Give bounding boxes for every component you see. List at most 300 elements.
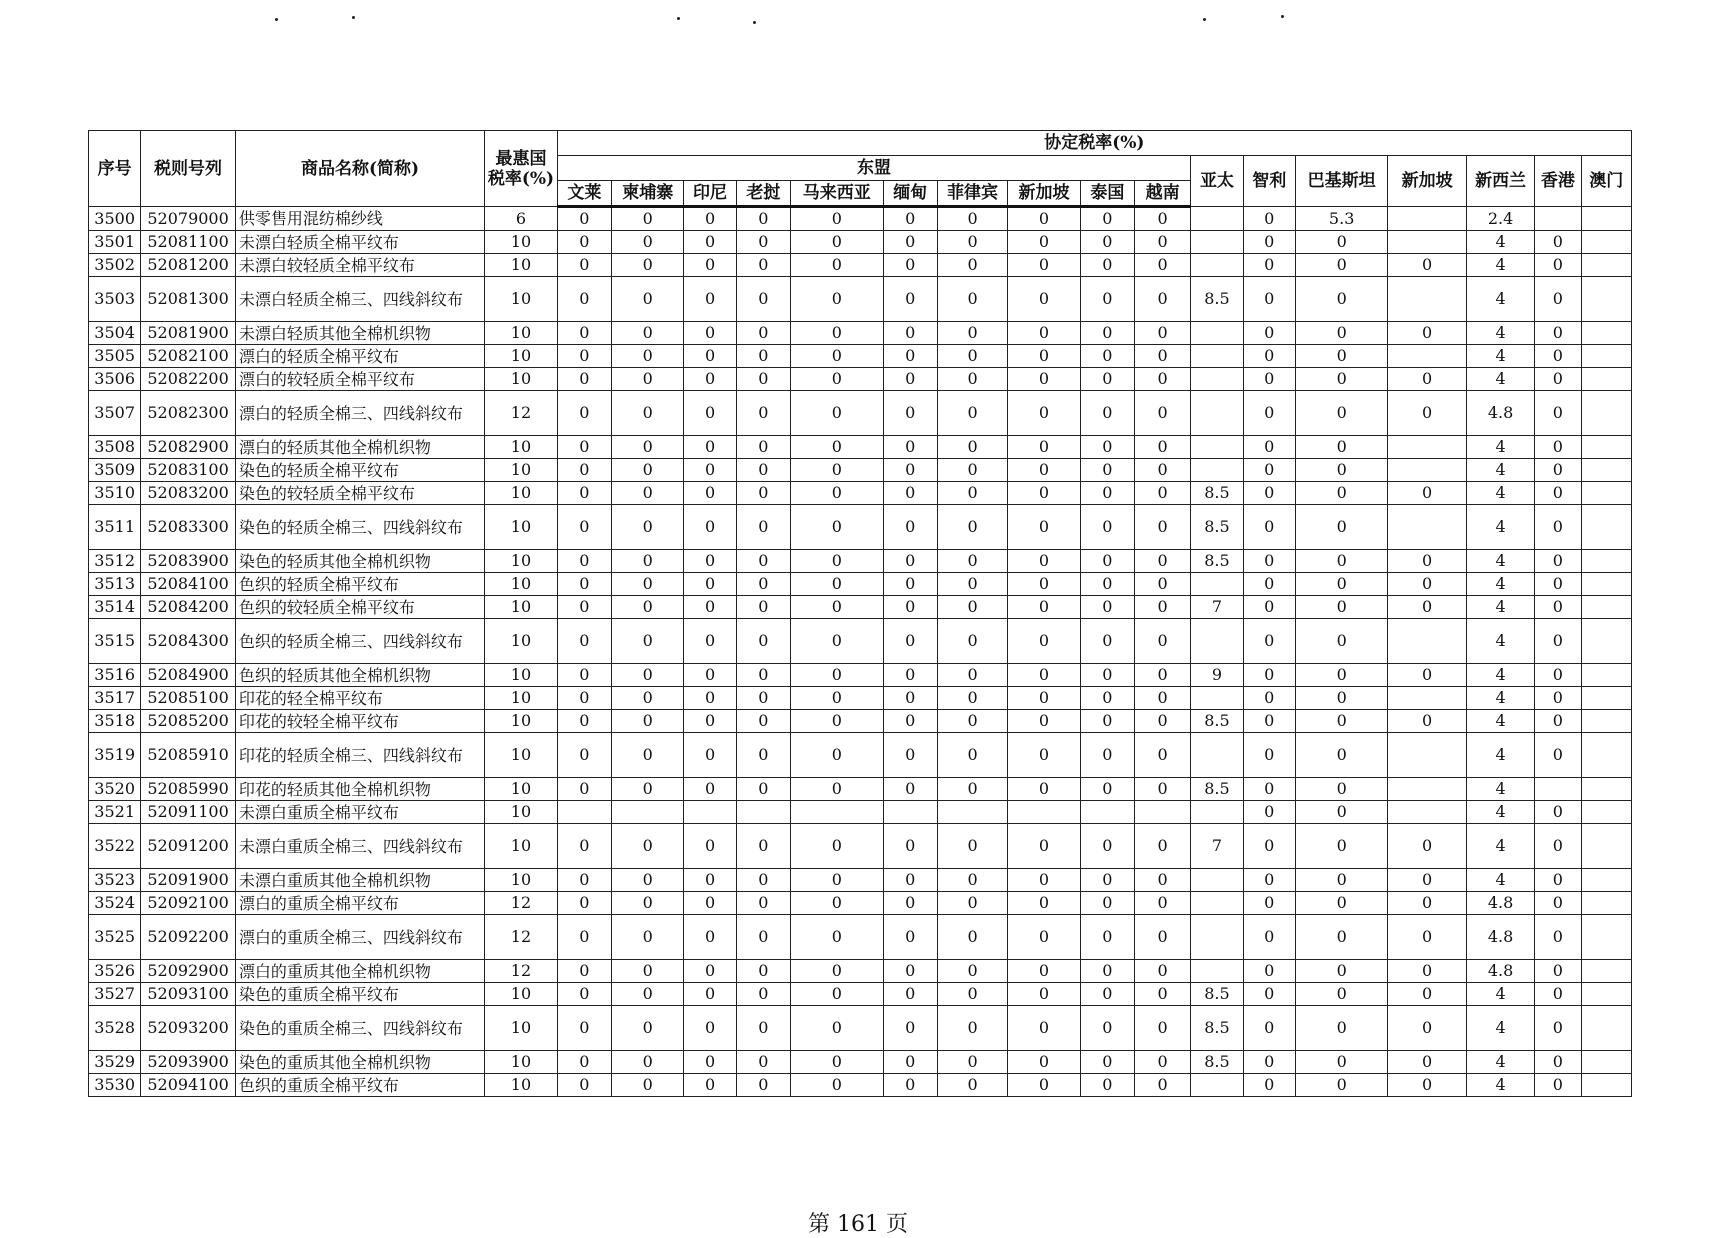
row-partner-rate: 8.5: [1191, 710, 1243, 733]
tariff-table: [88, 130, 1632, 1097]
row-asean-rate: 0: [1080, 322, 1134, 345]
row-partner-rate: 0: [1535, 254, 1581, 277]
row-partner-rate: [1581, 322, 1631, 345]
row-partner-rate: 8.5: [1191, 550, 1243, 573]
row-mfn-rate: 10: [485, 824, 557, 869]
row-partner-rate: 0: [1243, 505, 1295, 550]
table-row: [89, 596, 1632, 619]
header-seq: 序号: [89, 131, 141, 207]
row-partner-rate: 0: [1295, 687, 1388, 710]
row-mfn-rate: 10: [485, 436, 557, 459]
row-asean-rate: 0: [1134, 869, 1190, 892]
row-partner-rate: [1581, 459, 1631, 482]
row-asean-rate: 0: [612, 254, 684, 277]
row-asean-rate: 0: [1080, 436, 1134, 459]
row-partner-rate: 0: [1243, 436, 1295, 459]
row-partner-rate: 0: [1388, 1074, 1466, 1097]
row-tariff-code: 52093100: [141, 983, 236, 1006]
row-partner-rate: 0: [1243, 710, 1295, 733]
row-tariff-code: 52085100: [141, 687, 236, 710]
header-asean-member: 缅甸: [883, 181, 937, 207]
row-tariff-code: 52081200: [141, 254, 236, 277]
row-asean-rate: 0: [937, 892, 1007, 915]
row-seq: 3508: [89, 436, 141, 459]
row-partner-rate: 0: [1295, 368, 1388, 391]
row-partner-rate: 9: [1191, 664, 1243, 687]
row-partner-rate: 0: [1388, 550, 1466, 573]
row-asean-rate: 0: [1008, 368, 1080, 391]
row-partner-rate: 0: [1535, 322, 1581, 345]
row-partner-rate: [1388, 778, 1466, 801]
row-partner-rate: [1191, 801, 1243, 824]
row-partner-rate: [1191, 254, 1243, 277]
row-asean-rate: 0: [684, 1074, 736, 1097]
row-partner-rate: 0: [1388, 1006, 1466, 1051]
row-asean-rate: 0: [1008, 573, 1080, 596]
row-asean-rate: 0: [883, 277, 937, 322]
row-partner-rate: 0: [1243, 345, 1295, 368]
row-product-name: 漂白的轻质全棉三、四线斜纹布: [235, 391, 484, 436]
row-asean-rate: 0: [684, 915, 736, 960]
header-partner: 巴基斯坦: [1295, 156, 1388, 207]
row-partner-rate: [1191, 391, 1243, 436]
row-partner-rate: 0: [1243, 619, 1295, 664]
row-tariff-code: 52093900: [141, 1051, 236, 1074]
row-asean-rate: 0: [1134, 368, 1190, 391]
row-asean-rate: 0: [1008, 960, 1080, 983]
row-asean-rate: 0: [883, 573, 937, 596]
row-asean-rate: 0: [1080, 505, 1134, 550]
table-row: [89, 1006, 1632, 1051]
scan-speck: [753, 21, 756, 24]
row-asean-rate: 0: [557, 1074, 611, 1097]
row-asean-rate: 0: [736, 482, 790, 505]
row-partner-rate: 0: [1535, 733, 1581, 778]
row-asean-rate: 0: [612, 368, 684, 391]
row-seq: 3507: [89, 391, 141, 436]
row-partner-rate: 0: [1295, 573, 1388, 596]
row-seq: 3506: [89, 368, 141, 391]
row-partner-rate: 4: [1466, 1051, 1534, 1074]
row-partner-rate: 0: [1295, 254, 1388, 277]
row-asean-rate: 0: [557, 687, 611, 710]
table-row: [89, 1051, 1632, 1074]
row-partner-rate: [1581, 231, 1631, 254]
row-partner-rate: 0: [1295, 983, 1388, 1006]
row-asean-rate: 0: [736, 391, 790, 436]
row-partner-rate: 0: [1243, 687, 1295, 710]
header-partner: 新加坡: [1388, 156, 1466, 207]
row-seq: 3514: [89, 596, 141, 619]
row-asean-rate: 0: [557, 892, 611, 915]
row-partner-rate: 4: [1466, 687, 1534, 710]
row-tariff-code: 52084300: [141, 619, 236, 664]
header-asean-member: 印尼: [684, 181, 736, 207]
row-partner-rate: 0: [1243, 960, 1295, 983]
row-partner-rate: [1388, 505, 1466, 550]
row-partner-rate: 0: [1388, 391, 1466, 436]
row-asean-rate: 0: [736, 824, 790, 869]
row-asean-rate: 0: [1008, 254, 1080, 277]
row-partner-rate: [1191, 345, 1243, 368]
table-row: [89, 733, 1632, 778]
row-asean-rate: 0: [1134, 733, 1190, 778]
row-tariff-code: 52082100: [141, 345, 236, 368]
row-asean-rate: 0: [557, 277, 611, 322]
row-asean-rate: 0: [1080, 915, 1134, 960]
row-asean-rate: 0: [736, 710, 790, 733]
row-asean-rate: 0: [791, 778, 884, 801]
row-tariff-code: 52082300: [141, 391, 236, 436]
row-asean-rate: 0: [883, 368, 937, 391]
row-asean-rate: 0: [1080, 824, 1134, 869]
row-asean-rate: 0: [684, 505, 736, 550]
row-asean-rate: 0: [791, 345, 884, 368]
row-partner-rate: [1191, 733, 1243, 778]
row-tariff-code: 52084100: [141, 573, 236, 596]
row-seq: 3521: [89, 801, 141, 824]
row-asean-rate: 0: [1134, 459, 1190, 482]
row-tariff-code: 52092200: [141, 915, 236, 960]
row-asean-rate: 0: [937, 915, 1007, 960]
row-product-name: 色织的轻质全棉平纹布: [235, 573, 484, 596]
row-asean-rate: 0: [937, 778, 1007, 801]
row-mfn-rate: 10: [485, 687, 557, 710]
row-partner-rate: 0: [1535, 892, 1581, 915]
header-partner: 澳门: [1581, 156, 1631, 207]
row-asean-rate: 0: [791, 733, 884, 778]
row-asean-rate: 0: [1008, 1074, 1080, 1097]
row-asean-rate: 0: [612, 1074, 684, 1097]
row-asean-rate: 0: [684, 664, 736, 687]
row-partner-rate: [1191, 960, 1243, 983]
row-asean-rate: 0: [736, 596, 790, 619]
row-asean-rate: 0: [1008, 459, 1080, 482]
row-asean-rate: 0: [937, 368, 1007, 391]
row-partner-rate: 4: [1466, 710, 1534, 733]
row-partner-rate: [1535, 778, 1581, 801]
row-asean-rate: 0: [1008, 277, 1080, 322]
row-asean-rate: 0: [1134, 436, 1190, 459]
row-tariff-code: 52092100: [141, 892, 236, 915]
row-partner-rate: [1581, 1006, 1631, 1051]
row-partner-rate: 0: [1388, 482, 1466, 505]
table-row: [89, 345, 1632, 368]
row-asean-rate: 0: [684, 824, 736, 869]
row-asean-rate: 0: [883, 892, 937, 915]
row-partner-rate: [1581, 983, 1631, 1006]
row-product-name: 印花的轻质其他全棉机织物: [235, 778, 484, 801]
row-partner-rate: 0: [1388, 254, 1466, 277]
header-code: 税则号列: [141, 131, 236, 207]
row-asean-rate: 0: [736, 573, 790, 596]
row-asean-rate: 0: [791, 983, 884, 1006]
row-asean-rate: 0: [612, 892, 684, 915]
row-asean-rate: 0: [736, 550, 790, 573]
row-partner-rate: 0: [1535, 619, 1581, 664]
row-asean-rate: 0: [684, 482, 736, 505]
row-asean-rate: 0: [1134, 664, 1190, 687]
row-asean-rate: 0: [557, 619, 611, 664]
row-asean-rate: 0: [1008, 710, 1080, 733]
table-row: [89, 505, 1632, 550]
row-asean-rate: 0: [612, 778, 684, 801]
row-asean-rate: 0: [791, 482, 884, 505]
row-asean-rate: 0: [937, 733, 1007, 778]
row-asean-rate: 0: [612, 277, 684, 322]
table-row: [89, 550, 1632, 573]
table-row: [89, 254, 1632, 277]
row-asean-rate: 0: [557, 710, 611, 733]
scan-speck: [677, 17, 680, 20]
row-asean-rate: 0: [883, 550, 937, 573]
row-partner-rate: 7: [1191, 824, 1243, 869]
row-asean-rate: 0: [557, 778, 611, 801]
row-asean-rate: 0: [1080, 391, 1134, 436]
row-partner-rate: [1191, 573, 1243, 596]
row-tariff-code: 52083100: [141, 459, 236, 482]
row-asean-rate: 0: [736, 778, 790, 801]
row-asean-rate: 0: [883, 824, 937, 869]
row-asean-rate: 0: [684, 1006, 736, 1051]
row-asean-rate: 0: [1008, 596, 1080, 619]
row-asean-rate: 0: [883, 619, 937, 664]
row-asean-rate: 0: [557, 459, 611, 482]
row-partner-rate: [1388, 619, 1466, 664]
row-partner-rate: 0: [1535, 710, 1581, 733]
row-product-name: 未漂白重质其他全棉机织物: [235, 869, 484, 892]
row-partner-rate: 8.5: [1191, 983, 1243, 1006]
row-partner-rate: 0: [1388, 322, 1466, 345]
row-mfn-rate: 6: [485, 207, 557, 231]
scan-speck: [1203, 18, 1206, 21]
row-partner-rate: [1191, 207, 1243, 231]
row-mfn-rate: 10: [485, 482, 557, 505]
row-mfn-rate: 10: [485, 345, 557, 368]
row-asean-rate: 0: [1008, 436, 1080, 459]
row-partner-rate: 0: [1243, 550, 1295, 573]
row-product-name: 染色的重质全棉平纹布: [235, 983, 484, 1006]
row-asean-rate: 0: [937, 322, 1007, 345]
row-product-name: 漂白的重质其他全棉机织物: [235, 960, 484, 983]
header-partner: 香港: [1535, 156, 1581, 207]
table-row: [89, 824, 1632, 869]
table-row: [89, 915, 1632, 960]
row-partner-rate: 4: [1466, 573, 1534, 596]
row-asean-rate: 0: [791, 505, 884, 550]
row-partner-rate: [1388, 207, 1466, 231]
row-asean-rate: 0: [684, 960, 736, 983]
row-partner-rate: 0: [1295, 1006, 1388, 1051]
row-partner-rate: 0: [1535, 664, 1581, 687]
row-partner-rate: 0: [1295, 960, 1388, 983]
table-row: [89, 687, 1632, 710]
row-partner-rate: 7: [1191, 596, 1243, 619]
row-asean-rate: 0: [1008, 1051, 1080, 1074]
row-asean-rate: 0: [557, 345, 611, 368]
row-partner-rate: [1191, 869, 1243, 892]
row-asean-rate: 0: [612, 505, 684, 550]
table-row: [89, 892, 1632, 915]
row-asean-rate: 0: [557, 254, 611, 277]
row-partner-rate: [1581, 505, 1631, 550]
row-asean-rate: [1008, 801, 1080, 824]
table-row: [89, 619, 1632, 664]
row-asean-rate: 0: [612, 345, 684, 368]
row-asean-rate: 0: [684, 687, 736, 710]
row-asean-rate: 0: [1080, 983, 1134, 1006]
row-partner-rate: 0: [1388, 710, 1466, 733]
row-partner-rate: [1581, 1074, 1631, 1097]
row-seq: 3513: [89, 573, 141, 596]
row-mfn-rate: 10: [485, 778, 557, 801]
row-asean-rate: 0: [1008, 391, 1080, 436]
row-asean-rate: 0: [937, 596, 1007, 619]
header-asean-member: 泰国: [1080, 181, 1134, 207]
row-asean-rate: 0: [883, 983, 937, 1006]
row-mfn-rate: 10: [485, 459, 557, 482]
row-partner-rate: 0: [1535, 1074, 1581, 1097]
scan-speck: [1281, 15, 1284, 18]
row-asean-rate: 0: [883, 664, 937, 687]
row-asean-rate: 0: [1134, 207, 1190, 231]
row-tariff-code: 52081900: [141, 322, 236, 345]
row-asean-rate: 0: [1080, 664, 1134, 687]
row-asean-rate: 0: [791, 368, 884, 391]
row-asean-rate: 0: [1134, 960, 1190, 983]
row-asean-rate: 0: [612, 960, 684, 983]
row-asean-rate: 0: [883, 207, 937, 231]
row-tariff-code: 52081100: [141, 231, 236, 254]
row-partner-rate: 0: [1243, 983, 1295, 1006]
row-partner-rate: 4: [1466, 801, 1534, 824]
row-partner-rate: 0: [1535, 345, 1581, 368]
row-product-name: 染色的轻质其他全棉机织物: [235, 550, 484, 573]
row-partner-rate: 0: [1388, 892, 1466, 915]
row-partner-rate: 0: [1243, 482, 1295, 505]
row-partner-rate: 0: [1243, 824, 1295, 869]
row-asean-rate: 0: [612, 619, 684, 664]
row-asean-rate: 0: [791, 1074, 884, 1097]
row-partner-rate: 0: [1295, 892, 1388, 915]
row-product-name: 染色的轻质全棉三、四线斜纹布: [235, 505, 484, 550]
table-row: [89, 368, 1632, 391]
row-seq: 3501: [89, 231, 141, 254]
row-asean-rate: 0: [1080, 1006, 1134, 1051]
table-row: [89, 277, 1632, 322]
row-asean-rate: 0: [791, 1006, 884, 1051]
row-asean-rate: 0: [684, 436, 736, 459]
row-partner-rate: [1581, 573, 1631, 596]
row-seq: 3515: [89, 619, 141, 664]
row-seq: 3525: [89, 915, 141, 960]
row-asean-rate: [1134, 801, 1190, 824]
row-asean-rate: 0: [791, 710, 884, 733]
row-asean-rate: 0: [937, 550, 1007, 573]
row-partner-rate: 0: [1535, 960, 1581, 983]
row-partner-rate: 0: [1243, 778, 1295, 801]
row-asean-rate: 0: [1080, 368, 1134, 391]
row-asean-rate: 0: [557, 368, 611, 391]
row-mfn-rate: 10: [485, 801, 557, 824]
row-asean-rate: 0: [684, 322, 736, 345]
row-partner-rate: [1581, 824, 1631, 869]
row-partner-rate: 0: [1535, 1051, 1581, 1074]
row-asean-rate: 0: [937, 1074, 1007, 1097]
row-asean-rate: 0: [612, 710, 684, 733]
row-partner-rate: 0: [1388, 960, 1466, 983]
row-asean-rate: 0: [1134, 983, 1190, 1006]
row-asean-rate: 0: [557, 1051, 611, 1074]
row-partner-rate: 0: [1535, 277, 1581, 322]
row-asean-rate: 0: [612, 482, 684, 505]
table-row: [89, 391, 1632, 436]
row-asean-rate: 0: [1080, 482, 1134, 505]
row-partner-rate: 4: [1466, 459, 1534, 482]
row-asean-rate: 0: [937, 573, 1007, 596]
row-asean-rate: 0: [557, 915, 611, 960]
row-partner-rate: 0: [1295, 505, 1388, 550]
table-row: [89, 482, 1632, 505]
row-partner-rate: 0: [1243, 1051, 1295, 1074]
row-partner-rate: 0: [1535, 505, 1581, 550]
row-tariff-code: 52093200: [141, 1006, 236, 1051]
row-partner-rate: 8.5: [1191, 482, 1243, 505]
row-asean-rate: 0: [883, 1006, 937, 1051]
row-tariff-code: 52081300: [141, 277, 236, 322]
row-partner-rate: 0: [1295, 322, 1388, 345]
row-partner-rate: 0: [1535, 231, 1581, 254]
row-asean-rate: 0: [937, 436, 1007, 459]
row-asean-rate: [612, 801, 684, 824]
row-partner-rate: [1581, 869, 1631, 892]
row-partner-rate: [1388, 436, 1466, 459]
row-asean-rate: 0: [1080, 960, 1134, 983]
row-partner-rate: 0: [1295, 1074, 1388, 1097]
table-row: [89, 573, 1632, 596]
row-asean-rate: 0: [1080, 687, 1134, 710]
row-asean-rate: 0: [937, 983, 1007, 1006]
row-asean-rate: 0: [1080, 892, 1134, 915]
row-asean-rate: 0: [791, 573, 884, 596]
row-partner-rate: 5.3: [1295, 207, 1388, 231]
row-asean-rate: 0: [736, 687, 790, 710]
header-asean-member: 新加坡: [1008, 181, 1080, 207]
row-asean-rate: 0: [1080, 459, 1134, 482]
row-product-name: 印花的轻质全棉三、四线斜纹布: [235, 733, 484, 778]
row-partner-rate: 4.8: [1466, 892, 1534, 915]
row-asean-rate: 0: [937, 505, 1007, 550]
row-partner-rate: 4.8: [1466, 391, 1534, 436]
row-partner-rate: 0: [1243, 368, 1295, 391]
row-asean-rate: 0: [1134, 596, 1190, 619]
row-asean-rate: 0: [791, 391, 884, 436]
row-asean-rate: 0: [684, 1051, 736, 1074]
row-asean-rate: 0: [791, 915, 884, 960]
row-asean-rate: 0: [1134, 710, 1190, 733]
row-partner-rate: 0: [1535, 550, 1581, 573]
row-partner-rate: 0: [1243, 459, 1295, 482]
row-asean-rate: 0: [1080, 573, 1134, 596]
row-product-name: 未漂白较轻质全棉平纹布: [235, 254, 484, 277]
row-mfn-rate: 10: [485, 664, 557, 687]
row-partner-rate: [1581, 550, 1631, 573]
row-seq: 3523: [89, 869, 141, 892]
row-partner-rate: 8.5: [1191, 1051, 1243, 1074]
row-mfn-rate: 10: [485, 596, 557, 619]
row-mfn-rate: 12: [485, 915, 557, 960]
row-partner-rate: 8.5: [1191, 778, 1243, 801]
